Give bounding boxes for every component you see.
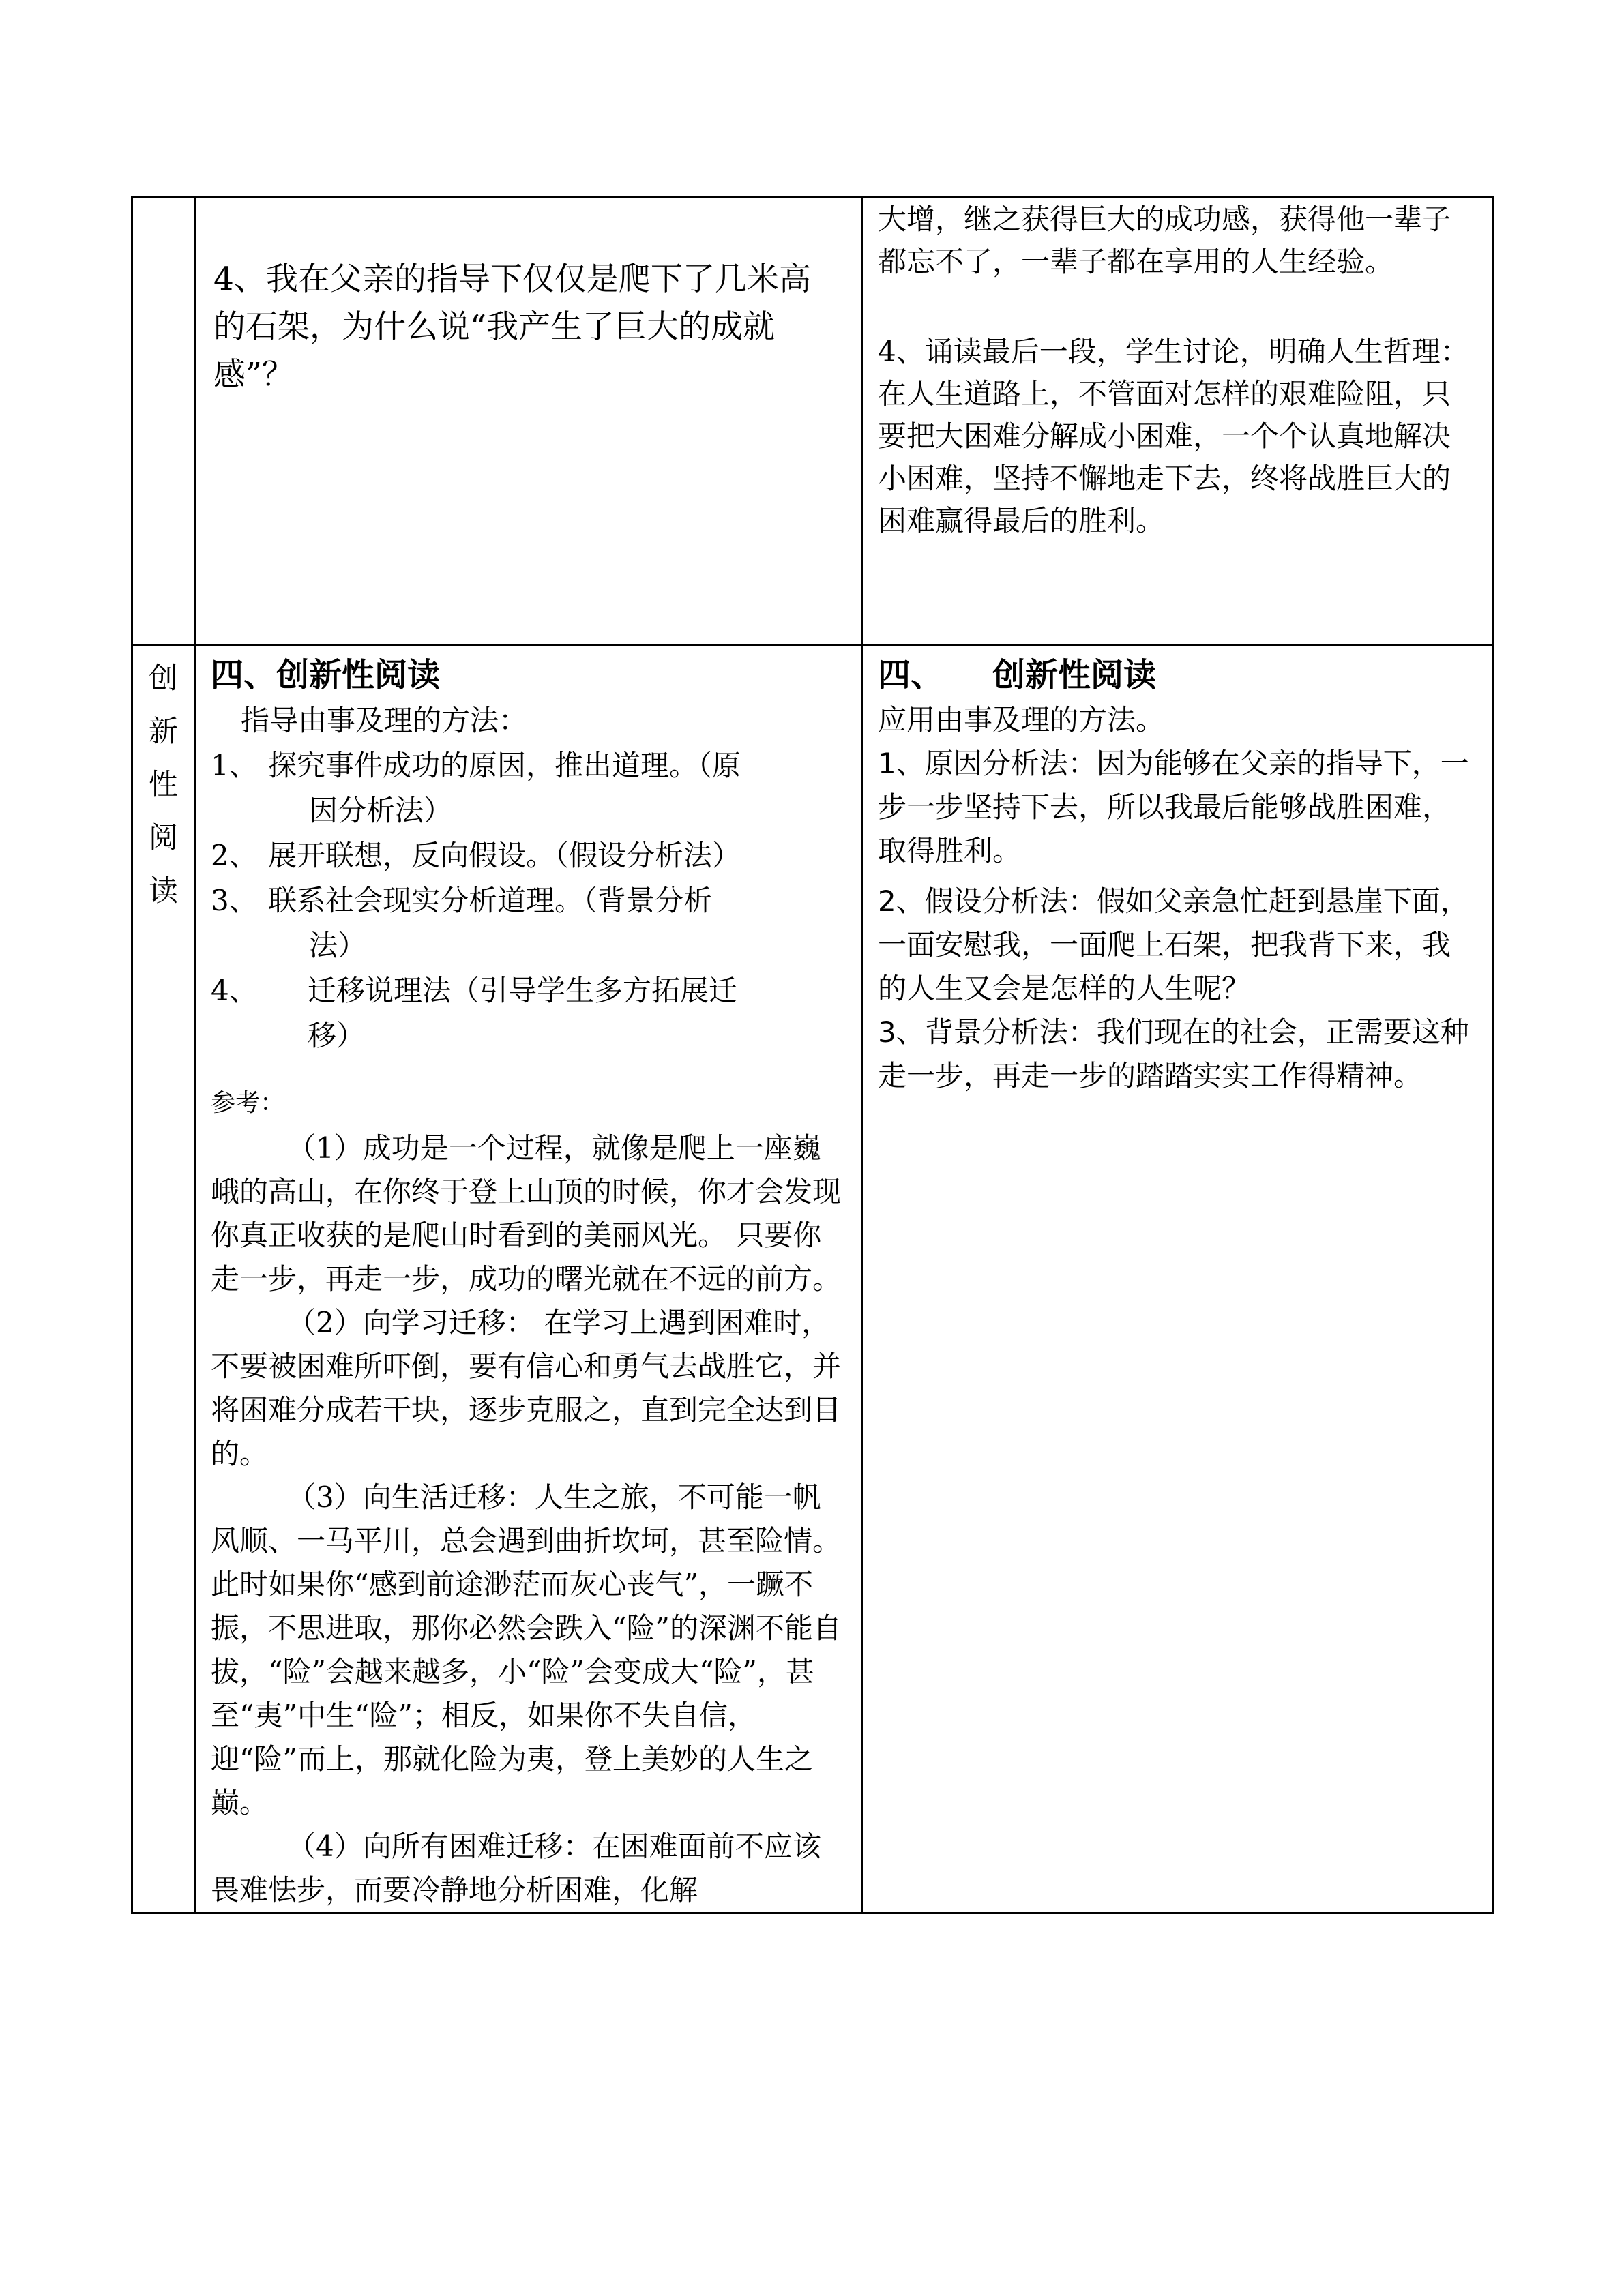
- method-text: 展开联想，反向假设。（假设分析法）: [268, 839, 741, 872]
- method-number: 2、: [211, 839, 258, 872]
- section-label-char: 创: [149, 661, 178, 696]
- table-row: [132, 198, 1494, 646]
- method-text-continued: 法）: [309, 929, 367, 962]
- activity-text: 、背景分析法：我们现在的社会，正需要这种走一步，再走一步的踏踏实实工作得精神。: [878, 1015, 1469, 1092]
- method-number: 4、: [211, 974, 258, 1007]
- activity-text: 、假设分析法：假如父亲急忙赶到悬崖下面，一面安慰我，一面爬上石架，把我背下来，我的人生又会是怎样的人生呢？: [878, 884, 1469, 1005]
- activity-intro: 应用由事及理的方法。: [878, 703, 1165, 736]
- section-label-cell: [132, 646, 195, 1913]
- answer-cell: [862, 198, 1494, 646]
- section-label-char: 性: [149, 768, 178, 802]
- student-activity-cell: [862, 646, 1494, 1913]
- reference-label: 参考：: [211, 1089, 285, 1117]
- method-text-continued: 移）: [308, 1019, 366, 1052]
- table-row: [132, 646, 1494, 1913]
- activity-text: 、原因分析法：因为能够在父亲的指导下，一步一步坚持下去，所以我最后能够战胜困难，取得胜利。: [878, 747, 1469, 867]
- method-text-block: [308, 968, 847, 1058]
- reference-paragraph: （3）向生活迁移：人生之旅，不可能一帆风顺、一马平川，总会遇到曲折坎坷，甚至险情。此时如果你“感到前途渺茫而灰心丧气”，一蹶不振，不思进取，那你必然会跌入“险”的深渊不能自拔，“险”会越来越多，小“险”会变成大“险”，甚至“夷”中生“险”；相反，如果你不失自信，迎“险”而上，那就化险为夷，登上美妙的人生之巅。: [211, 1480, 842, 1819]
- activity-item: [878, 880, 1475, 1011]
- activity-number: 3: [878, 1015, 896, 1049]
- method-text-block: [268, 743, 847, 833]
- answer-paragraph: 大增，继之获得巨大的成功感，获得他一辈子都忘不了，一辈子都在享用的人生经验。: [878, 203, 1451, 278]
- question-4: 4、我在父亲的指导下仅仅是爬下了几米高的石架，为什么说“我产生了巨大的成就感”？: [213, 260, 811, 393]
- method-text: 联系社会现实分析道理。（背景分析: [268, 884, 713, 917]
- reference-paragraph: （2）向学习迁移： 在学习上遇到困难时，不要被困难所吓倒，要有信心和勇气去战胜它，并将困难分成若干块，逐步克服之，直到完全达到目的。: [211, 1306, 842, 1470]
- activity-number: 2: [878, 884, 896, 918]
- section-label-char: 新: [149, 715, 178, 749]
- question-cell: [195, 198, 862, 646]
- section-label-char: 读: [149, 874, 178, 908]
- guidance-intro: 指导由事及理的方法：: [241, 704, 528, 737]
- method-number: 1、: [211, 749, 258, 782]
- section-label-vertical: [133, 646, 194, 918]
- row-label-cell-empty: [132, 198, 195, 646]
- activity-item: [878, 1011, 1475, 1098]
- reference-paragraph: （1）成功是一个过程，就像是爬上一座巍峨的高山，在你终于登上山顶的时候，你才会发现你真正收获的是爬山时看到的美丽风光。 只要你走一步，再走一步，成功的曙光就在不远的前方。: [211, 1131, 842, 1296]
- section-title: 四、创新性阅读: [211, 656, 441, 694]
- activity-number: 1: [878, 747, 896, 780]
- section-label-char: 阅: [149, 821, 178, 855]
- method-text-block: [268, 833, 847, 878]
- section-title-text: 创新性阅读: [992, 656, 1157, 694]
- section-title: [878, 652, 1475, 698]
- method-number: 3、: [211, 884, 258, 917]
- lesson-plan-table: [131, 196, 1494, 1914]
- reference-paragraph: （4）向所有困难迁移：在困难面前不应该畏难怯步，而要冷静地分析困难，化解: [211, 1830, 821, 1907]
- activity-item: [878, 742, 1475, 873]
- method-item: [211, 878, 847, 968]
- method-item: [211, 968, 847, 1058]
- method-text-continued: 因分析法）: [309, 794, 453, 827]
- method-text-block: [268, 878, 847, 968]
- method-text: 探究事件成功的原因，推出道理。（原: [268, 749, 741, 782]
- method-item: [211, 743, 847, 833]
- teacher-guidance-cell: [195, 646, 862, 1913]
- method-text: 迁移说理法（引导学生多方拓展迁: [308, 974, 738, 1007]
- answer-paragraph: 4、诵读最后一段，学生讨论，明确人生哲理：在人生道路上，不管面对怎样的艰难险阻，只要把大困难分解成小困难，一个个认真地解决小困难，坚持不懈地走下去，终将战胜巨大的困难赢得最后的胜利。: [878, 335, 1469, 537]
- method-item: [211, 833, 847, 878]
- section-title-number: 四、: [878, 656, 944, 694]
